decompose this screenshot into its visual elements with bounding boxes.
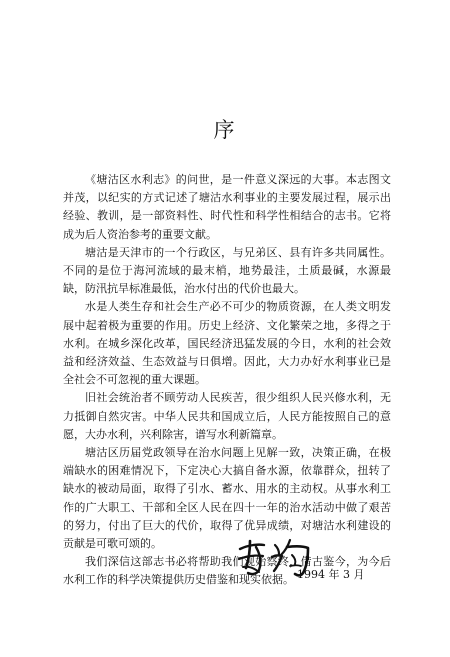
paragraph: 我们深信这部志书必将帮助我们观始察终，借古鉴今，为今后水利工作的科学决策提供历史借鉴和现实依据。 [63, 555, 391, 587]
paragraph: 塘沽区历届党政领导在治水问题上见解一致，决策正确，在极端缺水的困难情况下，下定决心大搞自备水源，依靠群众，扭转了缺水的被动局面，取得了引水、蓄水、用水的主动权。从事水利工作的广大职工、干部和全区人民在四十一年的治水活动中做了艰苦的努力，付出了巨大的代价，取得了优异成绩，对塘沽水利建设的贡献是可歌可颂的。 [63, 446, 391, 551]
paragraph: 水是人类生存和社会生产必不可少的物质资源，在人类文明发展中起着极为重要的作用。历史上经济、文化繁荣之地，多得之于水利。在城乡深化改革，国民经济迅猛发展的今日，水利的社会效益和经济效益、生态效益与日俱增。因此，大力办好水利事业已是全社会不可忽视的重大课题。 [63, 300, 391, 387]
page-title: 序 [213, 118, 237, 142]
date-line: 1994 年 3 月 [297, 568, 365, 581]
paragraph: 《塘沽区水利志》的问世，是一件意义深远的大事。本志图文并茂，以纪实的方式记述了塘沽水利事业的主要发展过程，展示出经验、教训，是一部资料性、时代性和科学性相结合的志书。它将成为后人资治参考的重要文献。 [63, 173, 391, 241]
preface-body [63, 171, 391, 590]
paragraph: 塘沽是天津市的一个行政区，与兄弟区、县有许多共同属性。不同的是位于海河流域的最末梢，地势最洼，土质最碱，水源最缺，防汛抗旱标准最低，治水付出的代价也最大。 [63, 245, 391, 296]
paragraph: 旧社会统治者不顾劳动人民疾苦，很少组织人民兴修水利，无力抵御自然灾害。中华人民共和国成立后，人民方能按照自己的意愿，大办水利，兴利除害，谱写水利新篇章。 [63, 391, 391, 441]
